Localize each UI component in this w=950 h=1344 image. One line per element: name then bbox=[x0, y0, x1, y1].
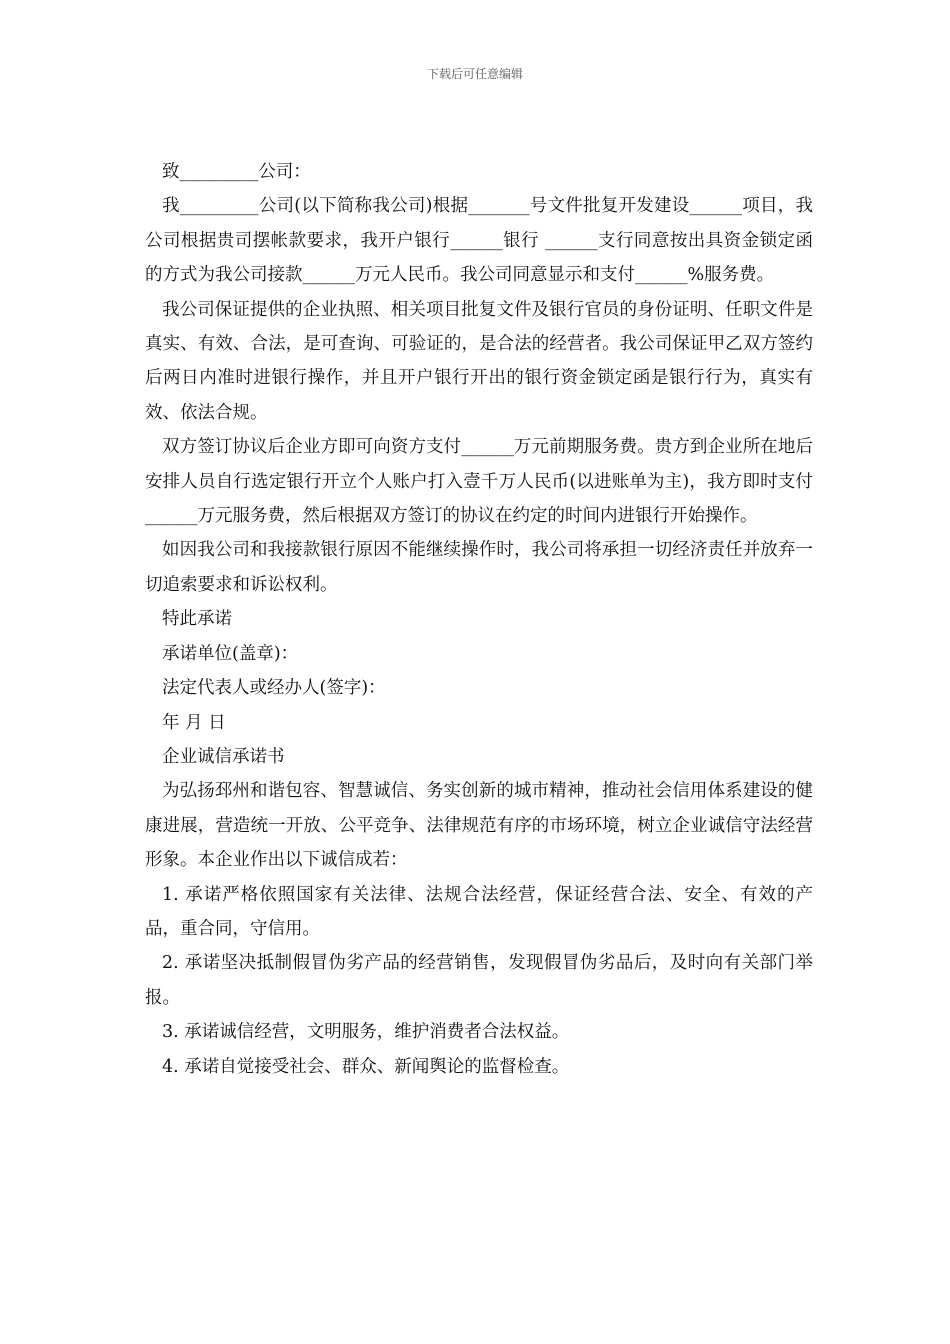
date-line: 年 月 日 bbox=[162, 712, 226, 733]
document-body bbox=[145, 155, 813, 1084]
second-title: 企业诚信承诺书 bbox=[162, 746, 285, 767]
salutation: 致_________公司： bbox=[162, 162, 311, 182]
commitment-item-3: 3. 承诺诚信经营，文明服务，维护消费者合法权益。 bbox=[162, 1022, 570, 1043]
second-intro: 为弘扬邳州和谐包容、智慧诚信、务实创新的城市精神，推动社会信用体系建设的健康进展，营造统一开放、公平竞争、法律规范有序的市场环境，树立企业诚信守法经营形象。本企业作出以下诚信成若： bbox=[145, 781, 813, 871]
paragraph-liability: 如因我公司和我接款银行原因不能继续操作时，我公司将承担一切经济责任并放弃一切追索要求和诉讼权利。 bbox=[145, 540, 813, 595]
paragraph-guarantee: 我公司保证提供的企业执照、相关项目批复文件及银行官员的身份证明、任职文件是真实、有效、合法，是可查询、可验证的，是合法的经营者。我公司保证甲乙双方签约后两日内准时进银行操作，并且开户银行开出的银行资金锁定函是银行行为，真实有效、依法合规。 bbox=[145, 299, 813, 423]
commitment-item-2: 2. 承诺坚决抵制假冒伪劣产品的经营销售，发现假冒伪劣品后，及时向有关部门举报。 bbox=[145, 953, 813, 1008]
signature-representative: 法定代表人或经办人(签字)： bbox=[162, 678, 386, 699]
page-header: 下载后可任意编辑 bbox=[426, 67, 523, 81]
paragraph-loan-request: 我_________公司(以下简称我公司)根据_______号文件批复开发建设______项目，我公司根据贵司摆帐款要求，我开户银行______银行 ______支行同意按出具资金锁定函的方式为我公司接款______万元人民币。我公司同意显示和支付______%服务费。 bbox=[145, 196, 813, 286]
closing-text: 特此承诺 bbox=[162, 609, 232, 630]
commitment-item-4: 4. 承诺自觉接受社会、群众、新闻舆论的监督检查。 bbox=[162, 1056, 570, 1077]
commitment-item-1: 1. 承诺严格依照国家有关法律、法规合法经营，保证经营合法、安全、有效的产品，重合同，守信用。 bbox=[145, 884, 813, 939]
paragraph-agreement: 双方签订协议后企业方即可向资方支付______万元前期服务费。贵方到企业所在地后安排人员自行选定银行开立个人账户打入壹千万人民币(以进账单为主)，我方即时支付______万元服务费，然后根据双方签订的协议在约定的时间内进银行开始操作。 bbox=[145, 437, 813, 527]
signature-unit: 承诺单位(盖章)： bbox=[162, 643, 299, 664]
